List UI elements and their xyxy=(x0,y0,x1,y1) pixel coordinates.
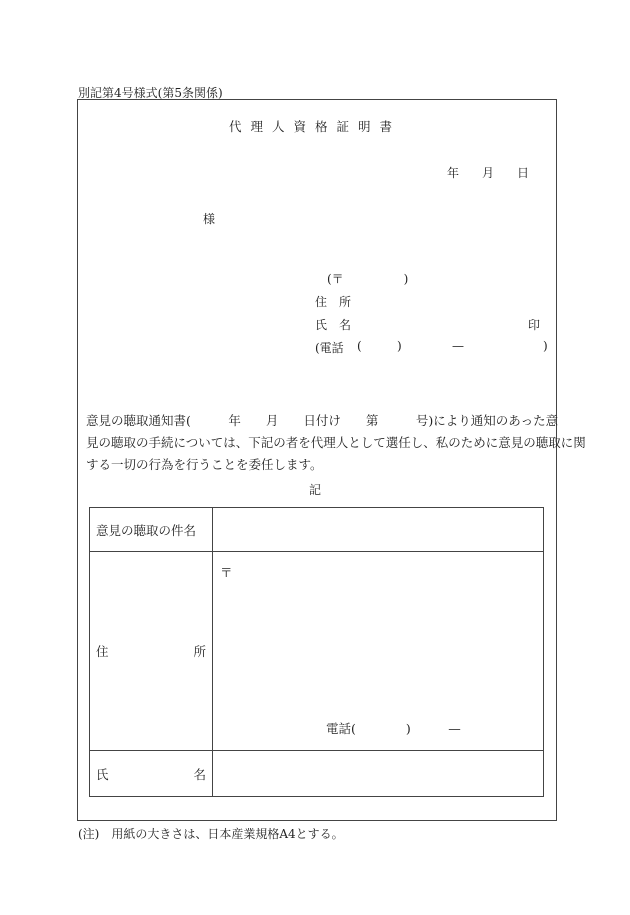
name-label-left: 氏 xyxy=(96,766,109,782)
record-phone-label: 電話( ) — xyxy=(326,721,461,736)
name-field[interactable] xyxy=(213,751,544,797)
principal-name-label: 氏 名 xyxy=(315,318,352,332)
body-paragraph xyxy=(86,410,586,476)
body-line-2: 見の聴取の手続については、下記の者を代理人として選任し、私のために意見の聴取に関 xyxy=(86,435,586,450)
case-row xyxy=(90,508,544,552)
record-table xyxy=(89,507,544,797)
form-title: 代理人資格証明書 xyxy=(228,119,401,134)
name-label-right: 名 xyxy=(193,766,206,782)
form-header: 別記第4号様式(第5条関係) xyxy=(78,86,223,100)
address-field[interactable] xyxy=(213,552,544,751)
body-line-3: する一切の行為を行うことを委任します。 xyxy=(86,457,323,472)
address-label xyxy=(90,552,213,751)
seal-mark: 印 xyxy=(528,318,541,332)
principal-phone-dash: — xyxy=(452,339,464,353)
date-month-label: 月 xyxy=(482,166,495,180)
principal-phone-close: ) xyxy=(397,339,402,353)
postal-mark: 〒 xyxy=(220,565,233,580)
principal-postal: (〒 ) xyxy=(327,272,409,286)
principal-phone-open: ( xyxy=(357,339,362,353)
address-row xyxy=(90,552,544,751)
footnote: (注) 用紙の大きさは、日本産業規格A4とする。 xyxy=(78,827,344,841)
principal-phone-end: ) xyxy=(543,339,548,353)
address-label-right: 所 xyxy=(193,644,206,659)
ki-heading: 記 xyxy=(308,483,321,497)
case-field[interactable] xyxy=(213,508,544,552)
principal-address-label: 住 所 xyxy=(315,295,352,309)
name-label xyxy=(90,751,213,797)
principal-phone-label: (電話 xyxy=(315,341,344,355)
body-line-1: 意見の聴取通知書( 年 月 日付け 第 号)により通知のあった意 xyxy=(86,413,559,428)
addressee-suffix: 様 xyxy=(203,212,216,226)
date-day-label: 日 xyxy=(517,166,530,180)
name-row xyxy=(90,751,544,797)
address-label-left: 住 xyxy=(96,644,109,659)
date-year-label: 年 xyxy=(447,166,460,180)
case-label: 意見の聴取の件名 xyxy=(90,508,213,552)
